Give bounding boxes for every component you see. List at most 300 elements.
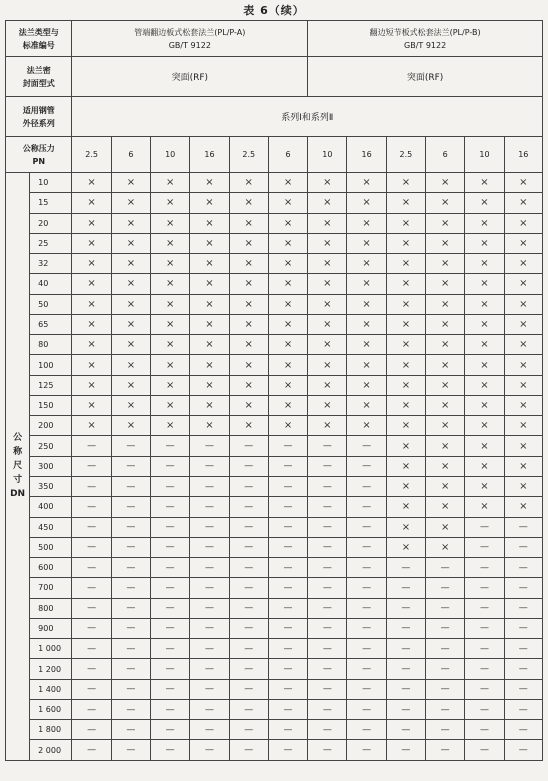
group-b-name: 翻边短节板式松套法兰(PL/P-B) bbox=[369, 27, 481, 37]
table-cell: × bbox=[72, 335, 111, 355]
table-cell: × bbox=[229, 173, 268, 193]
dn-value: 400 bbox=[30, 497, 72, 517]
table-cell: × bbox=[268, 233, 307, 253]
table-cell: × bbox=[347, 335, 386, 355]
dn-value: 250 bbox=[30, 436, 72, 456]
table-cell: — bbox=[190, 720, 229, 740]
table-cell: × bbox=[426, 395, 465, 415]
table-cell: — bbox=[190, 598, 229, 618]
table-row bbox=[6, 294, 543, 314]
table-cell: × bbox=[229, 314, 268, 334]
table-cell: × bbox=[426, 173, 465, 193]
pn-value: 16 bbox=[347, 137, 386, 173]
table-cell: × bbox=[72, 294, 111, 314]
table-cell: × bbox=[229, 355, 268, 375]
table-cell: — bbox=[347, 578, 386, 598]
table-cell: × bbox=[190, 193, 229, 213]
table-cell: × bbox=[504, 355, 542, 375]
table-cell: × bbox=[386, 395, 425, 415]
table-cell: × bbox=[426, 314, 465, 334]
row-label-pn: 公称压力 PN bbox=[6, 137, 72, 173]
table-cell: — bbox=[190, 436, 229, 456]
dn-value: 100 bbox=[30, 355, 72, 375]
table-cell: × bbox=[268, 254, 307, 274]
table-cell: × bbox=[386, 497, 425, 517]
table-cell: — bbox=[72, 517, 111, 537]
table-cell: — bbox=[504, 517, 542, 537]
table-cell: — bbox=[111, 517, 150, 537]
table-cell: × bbox=[111, 274, 150, 294]
table-cell: — bbox=[229, 659, 268, 679]
table-cell: — bbox=[268, 456, 307, 476]
table-cell: — bbox=[465, 639, 504, 659]
row-label-dn-axis: 公 称 尺 寸 DN bbox=[6, 173, 30, 761]
table-row bbox=[6, 274, 543, 294]
table-cell: — bbox=[504, 578, 542, 598]
table-cell: — bbox=[151, 476, 190, 496]
table-cell: — bbox=[308, 517, 347, 537]
table-cell: — bbox=[111, 699, 150, 719]
table-cell: × bbox=[347, 375, 386, 395]
table-cell: × bbox=[190, 375, 229, 395]
table-cell: — bbox=[268, 578, 307, 598]
table-cell: × bbox=[151, 355, 190, 375]
table-cell: — bbox=[268, 618, 307, 638]
table-cell: × bbox=[111, 355, 150, 375]
pn-value: 6 bbox=[268, 137, 307, 173]
table-cell: — bbox=[72, 598, 111, 618]
table-cell: × bbox=[229, 213, 268, 233]
row-label-facing: 法兰密 封面型式 bbox=[6, 57, 72, 97]
table-cell: — bbox=[268, 537, 307, 557]
table-cell: — bbox=[151, 558, 190, 578]
table-cell: × bbox=[308, 254, 347, 274]
table-cell: × bbox=[504, 173, 542, 193]
table-cell: × bbox=[347, 213, 386, 233]
table-cell: — bbox=[268, 699, 307, 719]
table-cell: × bbox=[347, 173, 386, 193]
table-cell: — bbox=[268, 740, 307, 760]
table-cell: — bbox=[111, 537, 150, 557]
header-row-facing bbox=[6, 57, 543, 97]
dn-value: 1 800 bbox=[30, 720, 72, 740]
table-cell: — bbox=[268, 659, 307, 679]
table-cell: × bbox=[308, 233, 347, 253]
table-cell: × bbox=[190, 294, 229, 314]
table-cell: — bbox=[229, 497, 268, 517]
table-cell: × bbox=[465, 355, 504, 375]
table-cell: — bbox=[504, 558, 542, 578]
table-cell: × bbox=[386, 233, 425, 253]
table-cell: — bbox=[111, 578, 150, 598]
table-cell: × bbox=[111, 314, 150, 334]
table-cell: × bbox=[465, 254, 504, 274]
table-cell: — bbox=[268, 476, 307, 496]
table-cell: × bbox=[426, 233, 465, 253]
table-cell: — bbox=[308, 639, 347, 659]
pn-value: 10 bbox=[151, 137, 190, 173]
table-cell: — bbox=[229, 578, 268, 598]
table-cell: — bbox=[347, 720, 386, 740]
table-cell: — bbox=[268, 436, 307, 456]
table-cell: — bbox=[229, 639, 268, 659]
table-cell: — bbox=[268, 497, 307, 517]
table-cell: — bbox=[268, 558, 307, 578]
table-cell: — bbox=[504, 659, 542, 679]
table-cell: — bbox=[72, 740, 111, 760]
table-cell: × bbox=[151, 173, 190, 193]
flange-spec-table bbox=[5, 20, 543, 761]
table-cell: × bbox=[465, 375, 504, 395]
table-cell: × bbox=[386, 254, 425, 274]
table-cell: × bbox=[465, 274, 504, 294]
table-cell: — bbox=[151, 517, 190, 537]
table-cell: — bbox=[72, 659, 111, 679]
table-row bbox=[6, 173, 543, 193]
table-cell: × bbox=[308, 274, 347, 294]
table-cell: — bbox=[190, 537, 229, 557]
pn-value: 10 bbox=[465, 137, 504, 173]
table-cell: — bbox=[308, 476, 347, 496]
table-cell: × bbox=[504, 213, 542, 233]
table-cell: — bbox=[386, 639, 425, 659]
table-cell: × bbox=[151, 233, 190, 253]
table-cell: × bbox=[386, 537, 425, 557]
table-cell: — bbox=[426, 679, 465, 699]
table-cell: × bbox=[111, 375, 150, 395]
group-b-header bbox=[308, 21, 543, 57]
table-row bbox=[6, 720, 543, 740]
table-cell: × bbox=[151, 314, 190, 334]
table-cell: × bbox=[268, 213, 307, 233]
table-cell: — bbox=[229, 740, 268, 760]
table-cell: — bbox=[268, 679, 307, 699]
table-cell: × bbox=[72, 274, 111, 294]
dn-value: 450 bbox=[30, 517, 72, 537]
table-cell: × bbox=[504, 456, 542, 476]
table-cell: × bbox=[465, 395, 504, 415]
table-cell: × bbox=[308, 173, 347, 193]
table-cell: × bbox=[465, 335, 504, 355]
table-cell: × bbox=[151, 213, 190, 233]
table-cell: × bbox=[268, 335, 307, 355]
table-cell: — bbox=[190, 497, 229, 517]
table-cell: × bbox=[504, 436, 542, 456]
table-cell: × bbox=[426, 416, 465, 436]
table-cell: × bbox=[465, 173, 504, 193]
dn-value: 700 bbox=[30, 578, 72, 598]
table-cell: × bbox=[268, 416, 307, 436]
dn-value: 500 bbox=[30, 537, 72, 557]
table-cell: — bbox=[465, 679, 504, 699]
table-cell: × bbox=[190, 173, 229, 193]
table-cell: × bbox=[504, 395, 542, 415]
table-cell: × bbox=[72, 193, 111, 213]
table-cell: × bbox=[111, 173, 150, 193]
table-cell: — bbox=[72, 558, 111, 578]
table-cell: × bbox=[347, 395, 386, 415]
table-cell: — bbox=[426, 558, 465, 578]
table-cell: — bbox=[151, 699, 190, 719]
table-cell: — bbox=[386, 598, 425, 618]
table-cell: × bbox=[151, 254, 190, 274]
table-cell: — bbox=[190, 578, 229, 598]
table-cell: × bbox=[465, 294, 504, 314]
table-cell: × bbox=[268, 294, 307, 314]
table-cell: — bbox=[308, 740, 347, 760]
table-cell: — bbox=[347, 639, 386, 659]
table-row bbox=[6, 639, 543, 659]
table-cell: × bbox=[465, 497, 504, 517]
table-cell: — bbox=[151, 659, 190, 679]
table-cell: — bbox=[111, 740, 150, 760]
table-row bbox=[6, 740, 543, 760]
table-cell: — bbox=[426, 659, 465, 679]
table-row bbox=[6, 517, 543, 537]
table-cell: — bbox=[111, 720, 150, 740]
table-cell: × bbox=[386, 335, 425, 355]
table-cell: × bbox=[111, 193, 150, 213]
table-cell: — bbox=[229, 537, 268, 557]
table-cell: — bbox=[190, 618, 229, 638]
table-cell: — bbox=[347, 476, 386, 496]
table-cell: — bbox=[386, 659, 425, 679]
table-cell: — bbox=[190, 699, 229, 719]
table-cell: × bbox=[151, 335, 190, 355]
table-cell: × bbox=[347, 416, 386, 436]
table-cell: × bbox=[465, 193, 504, 213]
table-cell: — bbox=[347, 740, 386, 760]
dn-value: 1 600 bbox=[30, 699, 72, 719]
table-cell: — bbox=[190, 679, 229, 699]
table-cell: × bbox=[465, 233, 504, 253]
table-cell: — bbox=[426, 740, 465, 760]
table-cell: × bbox=[504, 274, 542, 294]
table-cell: — bbox=[386, 578, 425, 598]
table-cell: — bbox=[308, 659, 347, 679]
table-row bbox=[6, 578, 543, 598]
table-row bbox=[6, 537, 543, 557]
table-cell: — bbox=[151, 497, 190, 517]
table-row bbox=[6, 598, 543, 618]
table-cell: — bbox=[386, 720, 425, 740]
table-cell: — bbox=[465, 659, 504, 679]
table-row bbox=[6, 395, 543, 415]
table-cell: — bbox=[151, 578, 190, 598]
table-cell: × bbox=[504, 193, 542, 213]
pn-value: 2.5 bbox=[229, 137, 268, 173]
group-a-header bbox=[72, 21, 308, 57]
table-cell: — bbox=[426, 639, 465, 659]
table-cell: × bbox=[347, 314, 386, 334]
table-cell: — bbox=[72, 699, 111, 719]
table-cell: × bbox=[426, 476, 465, 496]
table-cell: × bbox=[426, 537, 465, 557]
table-row bbox=[6, 355, 543, 375]
table-cell: × bbox=[504, 335, 542, 355]
table-cell: — bbox=[347, 618, 386, 638]
dn-value: 800 bbox=[30, 598, 72, 618]
table-cell: — bbox=[308, 456, 347, 476]
table-cell: × bbox=[268, 314, 307, 334]
table-cell: — bbox=[151, 639, 190, 659]
table-cell: × bbox=[426, 517, 465, 537]
table-cell: — bbox=[347, 537, 386, 557]
table-row bbox=[6, 233, 543, 253]
table-cell: × bbox=[229, 274, 268, 294]
table-cell: × bbox=[504, 476, 542, 496]
table-cell: — bbox=[229, 436, 268, 456]
table-cell: × bbox=[111, 233, 150, 253]
table-cell: — bbox=[229, 618, 268, 638]
table-cell: × bbox=[347, 193, 386, 213]
table-cell: × bbox=[72, 416, 111, 436]
table-cell: × bbox=[386, 375, 425, 395]
table-cell: × bbox=[465, 436, 504, 456]
table-cell: — bbox=[308, 558, 347, 578]
table-cell: — bbox=[308, 679, 347, 699]
table-cell: — bbox=[111, 456, 150, 476]
table-cell: × bbox=[465, 416, 504, 436]
table-cell: × bbox=[190, 335, 229, 355]
table-cell: × bbox=[308, 375, 347, 395]
table-cell: × bbox=[504, 416, 542, 436]
table-cell: × bbox=[111, 416, 150, 436]
table-cell: — bbox=[190, 659, 229, 679]
table-cell: — bbox=[386, 618, 425, 638]
table-cell: — bbox=[504, 699, 542, 719]
table-cell: × bbox=[268, 173, 307, 193]
table-cell: — bbox=[386, 699, 425, 719]
table-cell: — bbox=[111, 659, 150, 679]
table-cell: × bbox=[347, 355, 386, 375]
table-cell: × bbox=[386, 274, 425, 294]
table-cell: × bbox=[111, 335, 150, 355]
table-cell: — bbox=[386, 679, 425, 699]
dn-value: 2 000 bbox=[30, 740, 72, 760]
table-cell: × bbox=[308, 294, 347, 314]
table-cell: — bbox=[111, 618, 150, 638]
table-cell: × bbox=[347, 254, 386, 274]
table-cell: × bbox=[308, 355, 347, 375]
group-b-std: GB/T 9122 bbox=[404, 40, 447, 50]
table-cell: × bbox=[347, 233, 386, 253]
table-cell: × bbox=[386, 456, 425, 476]
table-cell: — bbox=[465, 699, 504, 719]
table-cell: — bbox=[504, 639, 542, 659]
table-cell: × bbox=[151, 294, 190, 314]
table-cell: — bbox=[465, 517, 504, 537]
table-cell: — bbox=[504, 598, 542, 618]
table-cell: × bbox=[308, 416, 347, 436]
table-cell: — bbox=[190, 639, 229, 659]
table-cell: × bbox=[386, 173, 425, 193]
table-cell: — bbox=[386, 740, 425, 760]
table-cell: — bbox=[190, 476, 229, 496]
table-cell: × bbox=[308, 335, 347, 355]
table-cell: × bbox=[72, 254, 111, 274]
table-cell: × bbox=[151, 193, 190, 213]
table-cell: × bbox=[347, 294, 386, 314]
table-cell: × bbox=[72, 173, 111, 193]
table-row bbox=[6, 699, 543, 719]
table-cell: — bbox=[308, 618, 347, 638]
table-cell: — bbox=[308, 598, 347, 618]
table-cell: — bbox=[386, 558, 425, 578]
dn-value: 80 bbox=[30, 335, 72, 355]
table-cell: — bbox=[190, 740, 229, 760]
table-cell: — bbox=[504, 537, 542, 557]
table-cell: × bbox=[426, 193, 465, 213]
table-cell: — bbox=[465, 578, 504, 598]
table-cell: — bbox=[151, 679, 190, 699]
table-cell: × bbox=[111, 254, 150, 274]
table-cell: — bbox=[151, 598, 190, 618]
row-label-flange-type: 法兰类型与 标准编号 bbox=[6, 21, 72, 57]
table-cell: × bbox=[72, 355, 111, 375]
table-cell: — bbox=[308, 699, 347, 719]
table-row bbox=[6, 659, 543, 679]
dn-value: 40 bbox=[30, 274, 72, 294]
table-cell: × bbox=[190, 233, 229, 253]
group-b-facing: 突面(RF) bbox=[308, 57, 543, 97]
table-cell: — bbox=[465, 598, 504, 618]
table-cell: × bbox=[111, 294, 150, 314]
table-cell: × bbox=[190, 395, 229, 415]
table-cell: × bbox=[229, 294, 268, 314]
table-cell: × bbox=[72, 395, 111, 415]
dn-value: 65 bbox=[30, 314, 72, 334]
table-row bbox=[6, 476, 543, 496]
table-cell: — bbox=[504, 740, 542, 760]
table-cell: × bbox=[504, 497, 542, 517]
table-cell: × bbox=[229, 233, 268, 253]
table-cell: — bbox=[465, 720, 504, 740]
table-cell: — bbox=[465, 537, 504, 557]
table-cell: — bbox=[268, 720, 307, 740]
table-cell: × bbox=[504, 314, 542, 334]
table-cell: × bbox=[426, 497, 465, 517]
table-cell: × bbox=[426, 274, 465, 294]
table-cell: — bbox=[151, 537, 190, 557]
table-cell: × bbox=[190, 314, 229, 334]
table-cell: — bbox=[72, 720, 111, 740]
dn-value: 900 bbox=[30, 618, 72, 638]
table-cell: × bbox=[72, 233, 111, 253]
table-row bbox=[6, 497, 543, 517]
pipe-series-value: 系列Ⅰ和系列Ⅱ bbox=[72, 97, 543, 137]
table-cell: — bbox=[347, 456, 386, 476]
table-cell: — bbox=[72, 436, 111, 456]
table-cell: — bbox=[72, 497, 111, 517]
table-cell: × bbox=[151, 375, 190, 395]
table-cell: — bbox=[72, 639, 111, 659]
dn-value: 300 bbox=[30, 456, 72, 476]
table-cell: — bbox=[229, 699, 268, 719]
table-cell: — bbox=[308, 436, 347, 456]
table-cell: — bbox=[347, 558, 386, 578]
table-cell: × bbox=[386, 314, 425, 334]
table-cell: × bbox=[268, 355, 307, 375]
table-cell: × bbox=[190, 274, 229, 294]
header-row-pipe-series bbox=[6, 97, 543, 137]
dn-value: 15 bbox=[30, 193, 72, 213]
table-cell: — bbox=[72, 578, 111, 598]
table-cell: × bbox=[504, 294, 542, 314]
table-cell: — bbox=[151, 618, 190, 638]
table-cell: — bbox=[347, 598, 386, 618]
table-cell: × bbox=[111, 395, 150, 415]
